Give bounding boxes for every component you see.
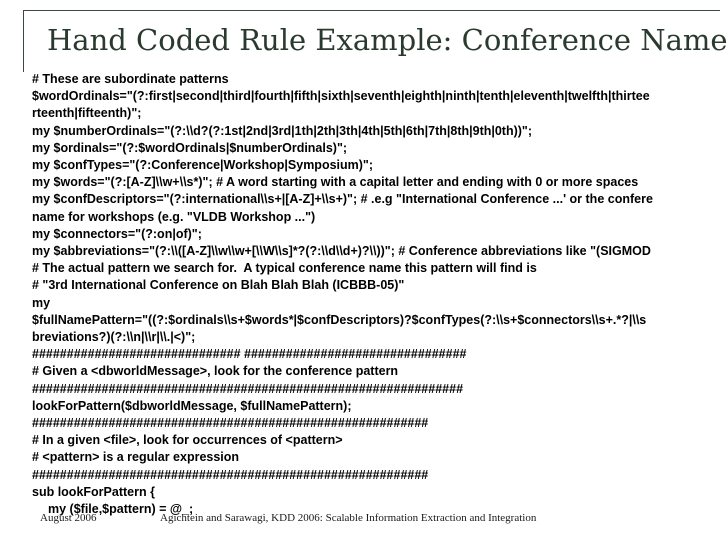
code-line: # These are subordinate patterns — [32, 72, 229, 86]
code-line: $wordOrdinals="(?:first|second|third|fourth|fifth|sixth|seventh|eighth|ninth|tenth|eleventh|twelfth|thirtee — [32, 89, 650, 104]
code-line: # "3rd International Conference on Blah Blah Blah (ICBBB-05)" — [32, 278, 405, 293]
code-line: # In a given <file>, look for occurrences of <pattern> — [32, 433, 343, 448]
code-line: my $confTypes="(?:Conference|Workshop|Symposium)"; — [32, 158, 374, 173]
code-line: my $connectors="(?:on|of)"; — [32, 226, 202, 241]
code-line: lookForPattern($dbworldMessage, $fullNamePattern); — [32, 398, 352, 413]
code-line: my — [32, 295, 51, 310]
code-line: ######################################################### — [32, 416, 429, 431]
title-frame-left-border — [23, 10, 24, 72]
code-line: my $words="(?:[A-Z]\\w+\\s*)"; # A word starting with a capital letter and ending with 0 or more spaces — [32, 175, 639, 190]
footer-date: August 2006 — [40, 512, 97, 524]
code-block — [32, 71, 720, 517]
code-line: $fullNamePattern="((?:$ordinals\\s+$words*|$confDescriptors)?$confTypes(?:\\s+$connectors\\s+.*?|\\s — [32, 312, 647, 327]
footer-credit: Agichtein and Sarawagi, KDD 2006: Scalable Information Extraction and Integration — [160, 512, 537, 524]
code-line: my $abbreviations="(?:\\([A-Z]\\w\\w+[\\W\\s]*?(?:\\d\\d+)?\\))"; # Conference abbreviations like "(SIGMOD — [32, 244, 651, 259]
code-line: my ($file,$pattern) = @_; — [48, 502, 194, 517]
code-line: # The actual pattern we search for. A typical conference name this pattern will find is — [32, 261, 537, 276]
code-line: ######################################################### — [32, 467, 429, 482]
title-frame-top-border — [23, 10, 720, 11]
code-line: breviations?)(?:\\n|\\r|\\.|<)"; — [32, 330, 196, 345]
code-line: ############################## ################################ — [32, 347, 467, 362]
code-line: sub lookForPattern { — [32, 484, 155, 499]
code-line: ############################################################## — [32, 381, 464, 396]
code-line: my $numberOrdinals="(?:\\d?(?:1st|2nd|3rd|1th|2th|3th|4th|5th|6th|7th|8th|9th|0th))"; — [32, 123, 533, 138]
code-line: my $confDescriptors="(?:international\\s+|[A-Z]+\\s+)"; # .e.g "International Conference ...' or the confere — [32, 192, 653, 207]
code-line: # <pattern> is a regular expression — [32, 450, 240, 465]
code-line: name for workshops (e.g. "VLDB Workshop ...") — [32, 209, 316, 224]
slide-title: Hand Coded Rule Example: Conference Name — [47, 23, 728, 57]
code-line: my $ordinals="(?:$wordOrdinals|$numberOrdinals)"; — [32, 140, 348, 155]
code-line: rteenth|fifteenth)"; — [32, 106, 142, 121]
code-line: # Given a <dbworldMessage>, look for the conference pattern — [32, 364, 399, 379]
